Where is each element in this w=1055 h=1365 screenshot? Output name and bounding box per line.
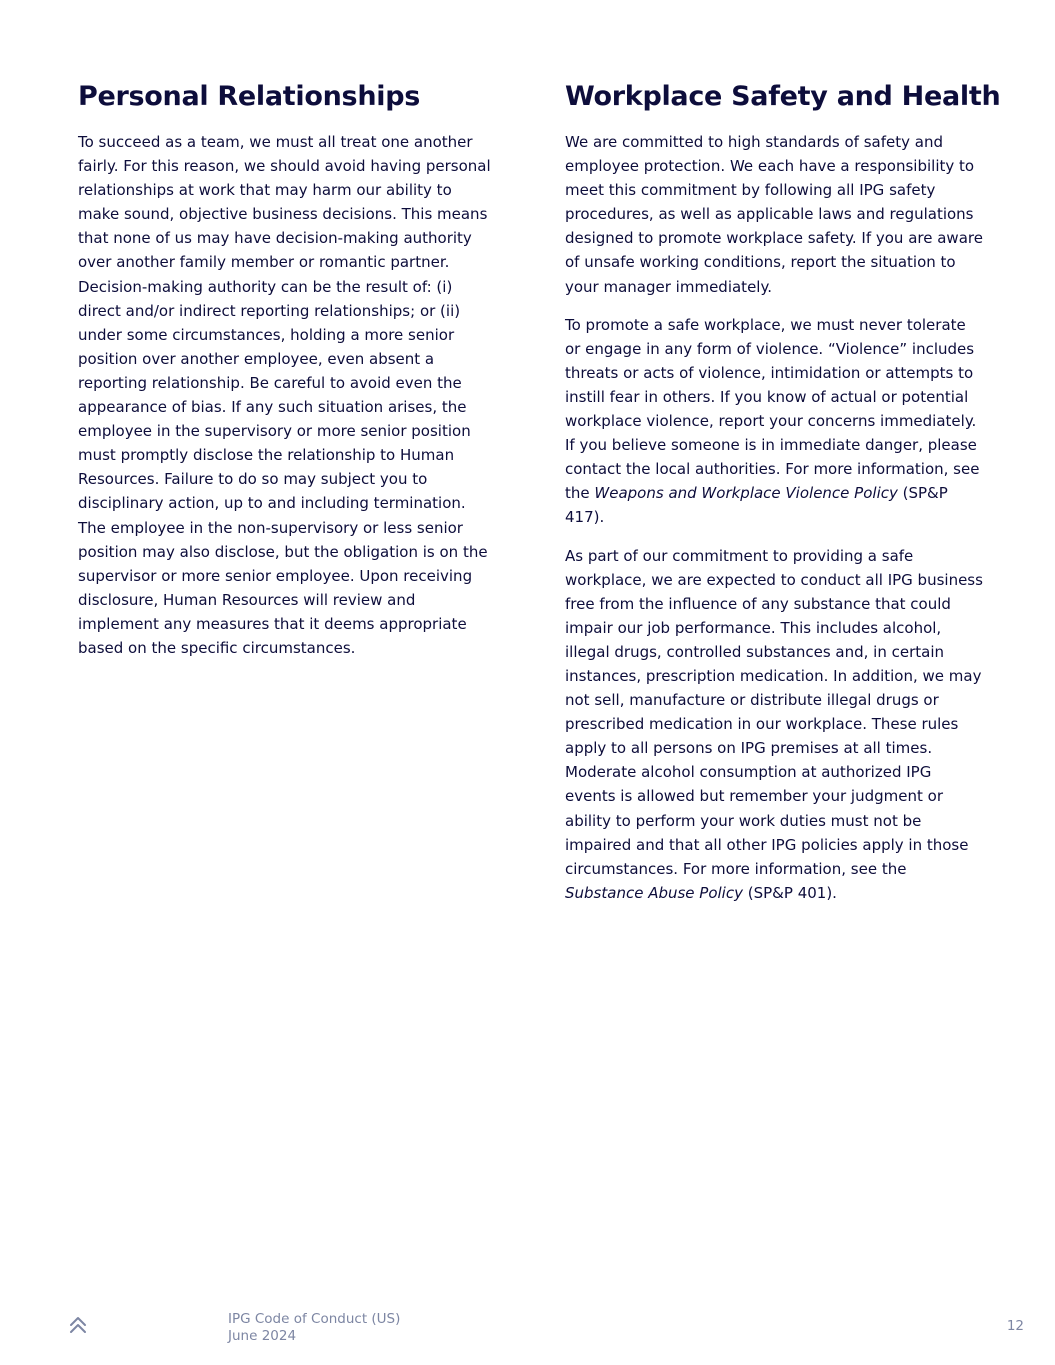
document-title: IPG Code of Conduct (US) [228, 1311, 401, 1327]
policy-reference: (SP&P 401). [747, 883, 837, 902]
section-title: Personal Relationships [78, 81, 420, 112]
section-paragraph: We are committed to high standards of safety and employee protection. We each have a responsibility to meet this commitment by following all IPG safety procedures, as well as applicable laws and regulations designed to promote workplace safety. If you are aware of unsafe working conditions, report the situation to your manager immediately. [565, 133, 983, 296]
page-number: 12 [1006, 1318, 1024, 1334]
policy-name: Weapons and Workplace Violence Policy [594, 484, 898, 503]
paragraph-text: As part of our commitment to providing a safe workplace, we are expected to conduct all IPG business free from the influence of any substance that could impair our job performance. This includes alcohol, illegal drugs, controlled substances and, in certain instances, prescription medication. In addition, we may not sell, manufacture or distribute illegal drugs or prescribed medication in our workplace. These rules apply to all persons on IPG premises at all times. Moderate alcohol consumption at authorized IPG events is allowed but remember your judgment or ability to perform your work duties must not be impaired and that all other IPG policies apply in those circumstances. For more information, see the [565, 546, 983, 878]
personal-relationships-section [78, 78, 496, 674]
section-title: Workplace Safety and Health [565, 81, 1001, 112]
section-paragraph [565, 313, 983, 530]
section-paragraph: To succeed as a team, we must all treat one another fairly. For this reason, we should avoid having personal relationships at work that may harm our ability to make sound, objective business decisions. This means that none of us may have decision-making authority over another family member or romantic partner. Decision-making authority can be the result of: (i) direct and/or indirect reporting relationships; or (ii) under some circumstances, holding a more senior position over another employee, even absent a reporting relationship. Be careful to avoid even the appearance of bias. If any such situation arises, the employee in the supervisory or more senior position must promptly disclose the relationship to Human Resources. Failure to do so may subject you to disciplinary action, up to and including termination. The employee in the non-supervisory or less senior position may also disclose, but the obligation is on the supervisor or more senior employee. Upon receiving disclosure, Human Resources will review and implement any measures that it deems appropriate based on the specific circumstances. [78, 133, 491, 657]
paragraph-text: To promote a safe workplace, we must never tolerate or engage in any form of violence. “Violence” includes threats or acts of violence, intimidation or attempts to instill fear in others. If you know of actual or potential workplace violence, report your concerns immediately. If you believe someone is in immediate danger, please contact the local authorities. For more information, see the [565, 315, 980, 503]
workplace-safety-section [565, 78, 1001, 919]
double-chevron-up-icon[interactable] [68, 1314, 88, 1336]
policy-reference: (SP&P 417). [565, 484, 948, 527]
section-paragraph [565, 544, 983, 905]
footer-document-info [228, 1311, 400, 1345]
document-date: June 2024 [228, 1328, 297, 1344]
policy-name: Substance Abuse Policy [565, 883, 743, 902]
